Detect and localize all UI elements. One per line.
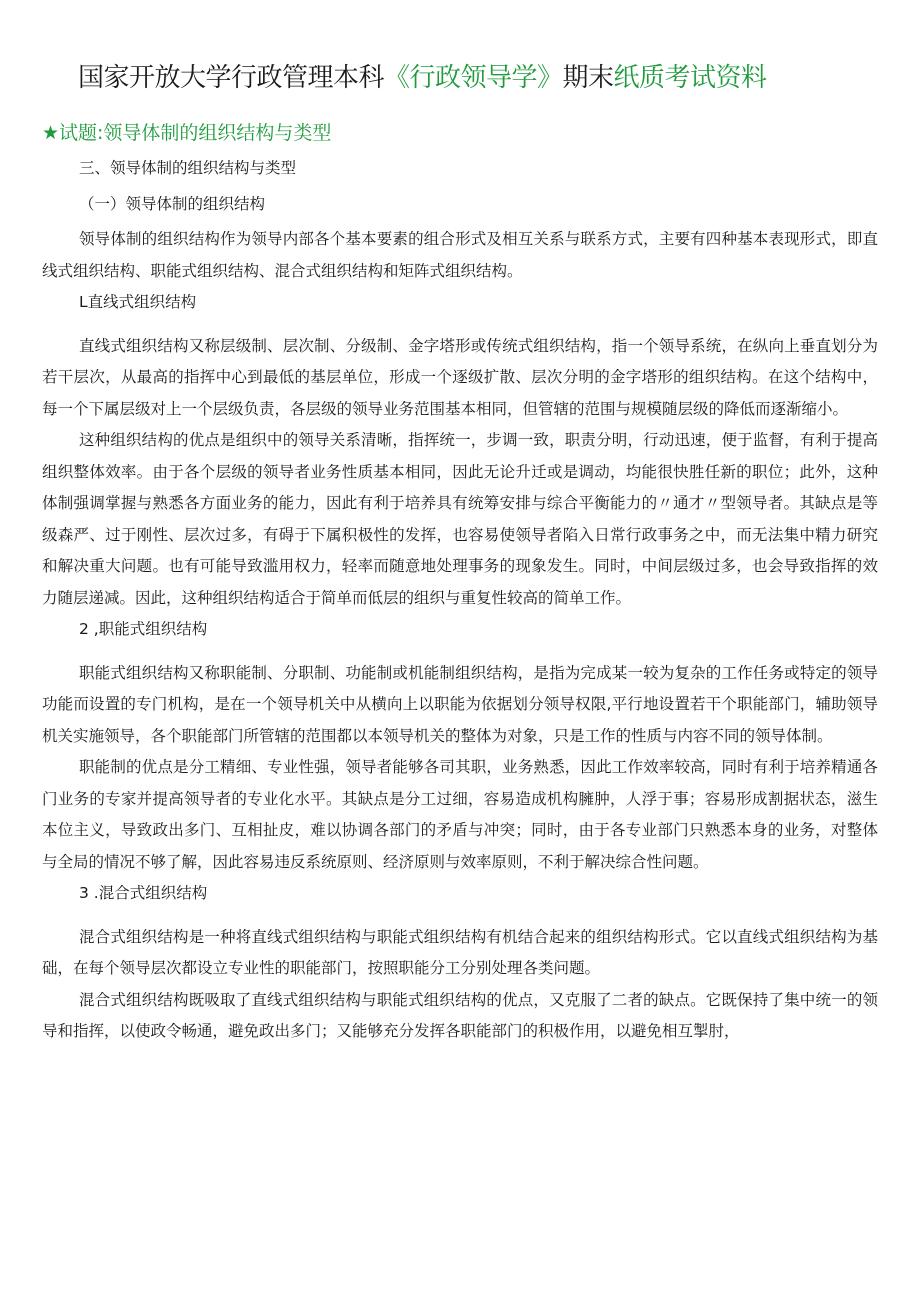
paragraph: 职能制的优点是分工精细、专业性强，领导者能够各司其职，业务熟悉，因此工作效率较高，同时有利于培养精通各门业务的专家并提高领导者的专业化水平。其缺点是分工过细，容易造成机构臃肿，人浮于事；容易形成割据状态，滋生本位主义，导致政出多门、互相扯皮，难以协调各部门的矛盾与冲突；同时，由于各专业部门只熟悉本身的业务，对整体与全局的情况不够了解，因此容易违反系统原则、经济原则与效率原则，不利于解决综合性问题。 xyxy=(42,758,878,871)
paragraph: 职能式组织结构又称职能制、分职制、功能制或机能制组织结构，是指为完成某一较为复杂的工作任务或特定的领导功能而设置的专门机构，是在一个领导机关中从横向上以职能为依据划分领导权限,平行地设置若干个职能部门，辅助领导机关实施领导，各个职能部门所管辖的范围都以本领导机关的整体为对象，只是工作的性质与内容不同的领导体制。 xyxy=(42,663,878,745)
paragraph: 混合式组织结构是一种将直线式组织结构与职能式组织结构有机结合起来的组织结构形式。它以直线式组织结构为基础，在每个领导层次都设立专业性的职能部门，按照职能分工分别处理各类问题。 xyxy=(42,927,878,977)
item-heading-functional: 2 ,职能式组织结构 xyxy=(79,620,208,638)
paragraph: 直线式组织结构又称层级制、层次制、分级制、金字塔形或传统式组织结构，指一个领导系统，在纵向上垂直划分为若干层次，从最高的指挥中心到最低的基层单位，形成一个逐级扩散、层次分明的金字塔形的组织结构。在这个结构中，每一个下属层级对上一个层级负责，各层级的领导业务范围基本相同，但管辖的范围与规模随层级的降低而逐渐缩小。 xyxy=(42,336,878,418)
page-title xyxy=(78,58,858,98)
title-course-name: 《行政领导学》 xyxy=(384,63,563,93)
title-part-1: 国家开放大学行政管理本科 xyxy=(78,63,385,93)
subsection-heading: （一）领导体制的组织结构 xyxy=(79,194,266,213)
question-heading: ★试题:领导体制的组织结构与类型 xyxy=(42,122,332,144)
document-body xyxy=(42,153,878,1048)
item-heading-mixed: 3 .混合式组织结构 xyxy=(79,884,208,902)
paragraph: 这种组织结构的优点是组织中的领导关系清晰，指挥统一，步调一致，职责分明，行动迅速，便于监督，有利于提高组织整体效率。由于各个层级的领导者业务性质基本相同，因此无论升迁或是调动，均能很快胜任新的职位；此外，这种体制强调掌握与熟悉各方面业务的能力，因此有利于培养具有统筹安排与综合平衡能力的〃通才〃型领导者。其缺点是等级森严、过于刚性、层次过多，有碍于下属积极性的发挥，也容易使领导者陷入日常行政事务之中，而无法集中精力研究和解决重大问题。也有可能导致滥用权力，轻率而随意地处理事务的现象发生。同时，中间层级过多，也会导致指挥的效力随层递减。因此，这种组织结构适合于简单而低层的组织与重复性较高的简单工作。 xyxy=(42,431,878,607)
title-part-3: 期末 xyxy=(562,63,614,93)
item-heading-linear: L直线式组织结构 xyxy=(79,293,197,311)
paragraph: 领导体制的组织结构作为领导内部各个基本要素的组合形式及相互关系与联系方式，主要有四种基本表现形式，即直线式组织结构、职能式组织结构、混合式组织结构和矩阵式组织结构。 xyxy=(42,230,878,280)
paragraph: 混合式组织结构既吸取了直线式组织结构与职能式组织结构的优点，又克服了二者的缺点。它既保持了集中统一的领导和指挥，以使政令畅通，避免政出多门；又能够充分发挥各职能部门的积极作用，以避免相互掣肘， xyxy=(42,990,878,1040)
section-heading: 三、领导体制的组织结构与类型 xyxy=(79,159,297,177)
title-part-4: 纸质考试资料 xyxy=(613,63,767,93)
